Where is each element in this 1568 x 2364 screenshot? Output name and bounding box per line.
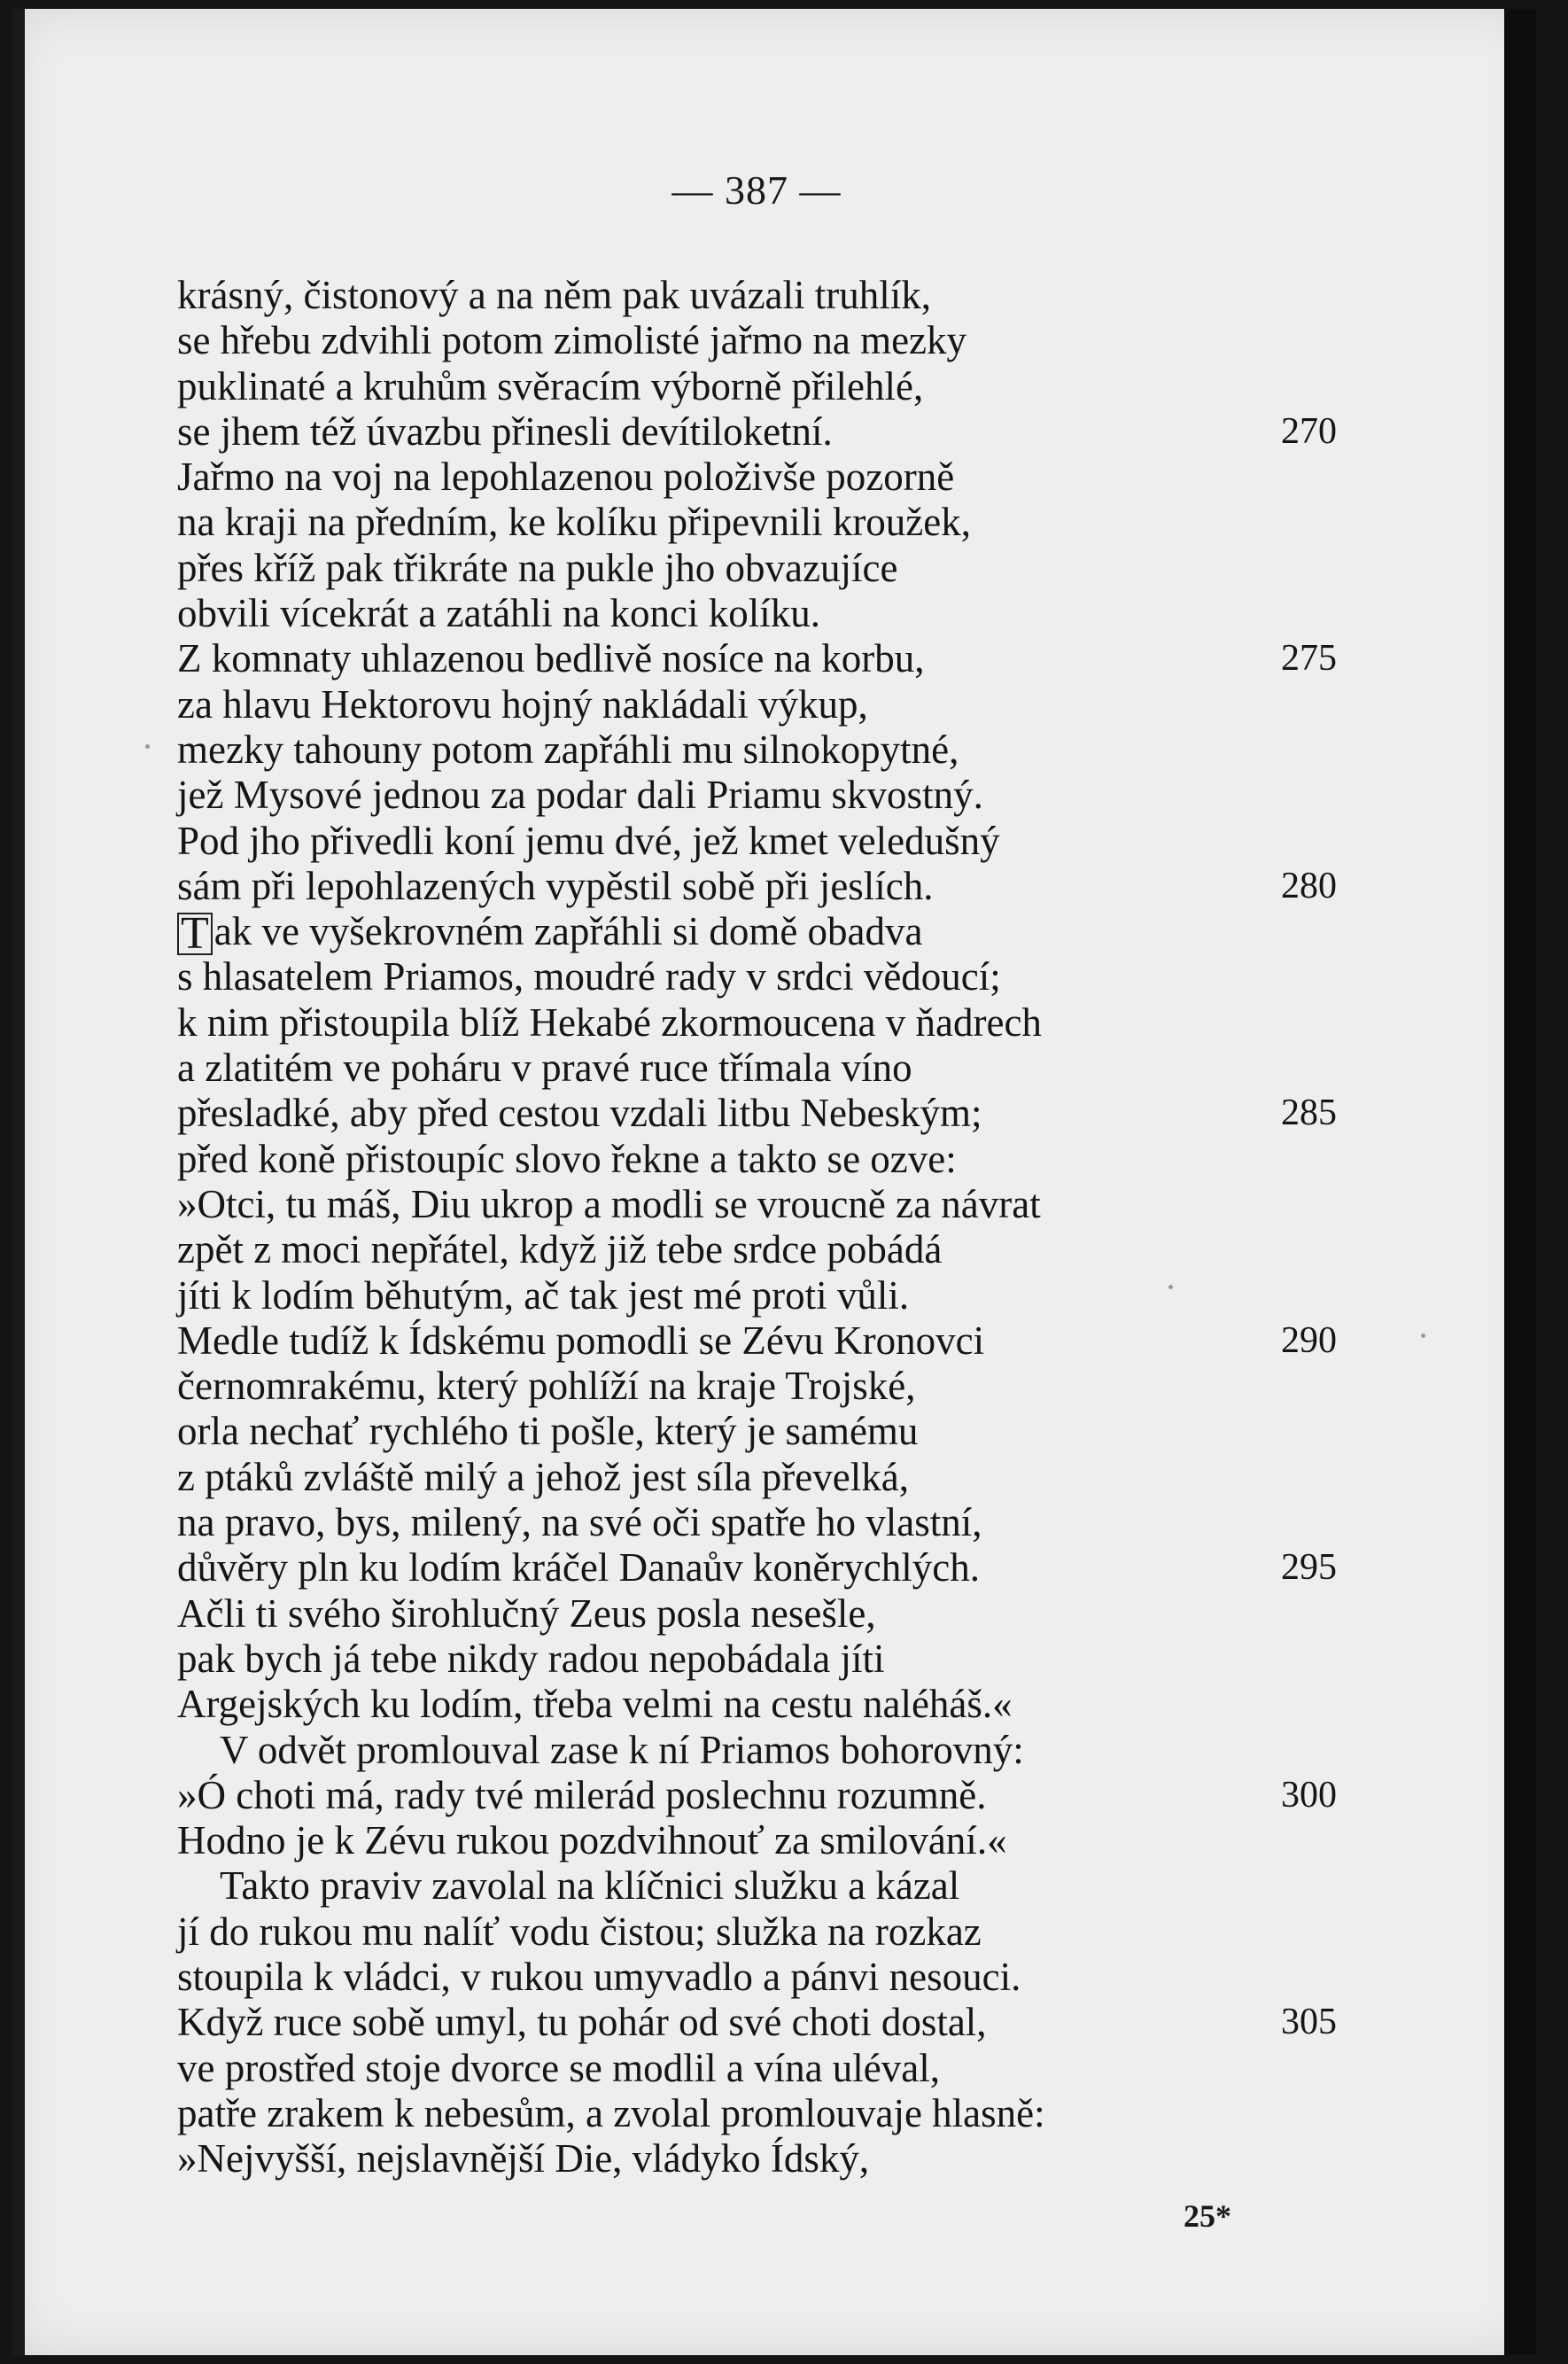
verse-text <box>177 1591 876 1637</box>
verse-text <box>177 500 971 545</box>
verse-text-body: a zlatitém ve poháru v pravé ruce třímala víno <box>177 1046 912 1091</box>
verse-line <box>177 1455 1285 1500</box>
verse-text-body: se hřebu zdvihli potom zimolisté jařmo na mezky <box>177 318 967 363</box>
verse-line <box>177 1637 1285 1682</box>
verse-text-body: jí do rukou mu nalíť vodu čistou; služka na rozkaz <box>177 1909 982 1954</box>
verse-line <box>177 773 1285 818</box>
verse-text-body: jíti k lodím běhutým, ač tak jest mé proti vůli. <box>177 1272 910 1318</box>
verse-text <box>177 1455 909 1500</box>
verse-text-body: na kraji na předním, ke kolíku připevnili kroužek, <box>177 500 972 545</box>
verse-line <box>177 546 1285 591</box>
verse-text <box>177 546 897 591</box>
verse-text <box>177 1500 982 1545</box>
verse-text-body: Pod jho přivedli koní jemu dvé, jež kmet veledušný <box>177 818 1000 863</box>
verse-text <box>177 864 934 909</box>
verse-text-body: Hodno je k Zévu rukou pozdvihnouť za smilování.« <box>177 1818 1007 1863</box>
verse-text-body: černomrakému, který pohlíží na kraje Trojské, <box>177 1364 916 1409</box>
verse-line <box>177 1772 1337 1818</box>
verse-text <box>177 455 954 500</box>
verse-text <box>177 2091 1045 2136</box>
verse-text-body: Medle tudíž k Ídskému pomodli se Zévu Kronovci <box>177 1318 985 1363</box>
verse-line <box>177 455 1285 500</box>
verse-line <box>177 2000 1337 2045</box>
verse-line <box>177 1955 1285 2000</box>
verse-line <box>177 636 1337 681</box>
drop-cap-letter: T <box>177 913 213 955</box>
verse-text <box>177 1818 1007 1863</box>
verse-text-body: ak ve vyšekrovném zapřáhli si domě obadva <box>213 909 923 954</box>
verse-text-body: Jařmo na voj na lepohlazenou položivše pozorně <box>177 455 955 500</box>
verse-line-number: 305 <box>1281 2002 1337 2043</box>
verse-text-body: Takto praviv zavolal na klíčnici služku a kázal <box>220 1863 960 1909</box>
verse-text <box>177 1773 986 1818</box>
verse-text-body: puklinaté a kruhům svěracím výborně přilehlé, <box>177 363 924 408</box>
verse-text <box>177 908 923 960</box>
verse-text <box>177 1227 942 1272</box>
verse-line <box>177 364 1285 409</box>
verse-text-body: před koně přistoupíc slovo řekne a takto se ozve: <box>177 1136 957 1181</box>
verse-line <box>177 318 1285 363</box>
verse-text-body: Když ruce sobě umyl, tu pohár od své choti dostal, <box>177 2000 987 2045</box>
verse-line <box>177 1500 1285 1545</box>
page-right-edge <box>1504 9 1536 2355</box>
verse-text-body: jež Mysové jednou za podar dali Priamu skvostný. <box>177 773 983 818</box>
verse-text <box>177 1046 912 1091</box>
verse-line-number: 275 <box>1281 638 1337 680</box>
verse-text-body: z ptáků zvláště milý a jehož jest síla převelká, <box>177 1454 909 1499</box>
verse-line <box>177 408 1337 455</box>
verse-line <box>177 908 1285 960</box>
verse-line <box>177 1137 1285 1182</box>
verse-text <box>177 773 983 818</box>
verse-text-body: »Nejvyšší, nejslavnější Die, vládyko Ídský, <box>177 2136 870 2181</box>
verse-text <box>177 1000 1042 1046</box>
verse-line-number: 270 <box>1281 410 1337 452</box>
verse-text-body: stoupila k vládci, v rukou umyvadlo a pánvi nesouci. <box>177 1954 1021 1999</box>
verse-line <box>177 1273 1285 1318</box>
verse-text-body: orla nechať rychlého ti pošle, který je samému <box>177 1409 919 1454</box>
verse-text <box>177 1682 1013 1727</box>
verse-line <box>177 727 1285 773</box>
verse-text-body: se jhem též úvazbu přinesli devítiloketní. <box>177 408 833 454</box>
verse-line <box>177 1545 1337 1590</box>
verse-text-body: sám při lepohlazených vypěstil sobě při jeslích. <box>177 863 934 908</box>
verse-text-body: Z komnaty uhlazenou bedlivě nosíce na korbu, <box>177 636 925 681</box>
verse-line <box>177 682 1285 727</box>
verse-text-body: »Otci, tu máš, Diu ukrop a modli se vroucně za návrat <box>177 1181 1041 1226</box>
verse-text <box>177 727 959 773</box>
verse-line <box>177 1863 1285 1909</box>
verse-block <box>177 273 1337 2181</box>
verse-text-body: ve prostřed stoje dvorce se modlil a vína uléval, <box>177 2045 940 2090</box>
verse-text <box>177 819 1000 864</box>
verse-text-body: Ačli ti svého širohlučný Zeus posla nesešle, <box>177 1590 876 1636</box>
verse-text <box>177 2046 940 2091</box>
verse-text-body: obvili vícekrát a zatáhli na konci kolíku. <box>177 591 821 636</box>
verse-text <box>177 1955 1021 2000</box>
verse-line-number: 300 <box>1281 1774 1337 1816</box>
verse-line-number: 290 <box>1281 1319 1337 1361</box>
verse-line-number: 280 <box>1281 865 1337 906</box>
verse-text <box>177 1273 909 1318</box>
verse-text-body: Argejských ku lodím, třeba velmi na cestu naléháš.« <box>177 1682 1013 1727</box>
verse-text-body: mezky tahouny potom zapřáhli mu silnokopytné, <box>177 727 959 772</box>
verse-text <box>177 364 923 409</box>
verse-line <box>177 1091 1337 1136</box>
verse-text-body: s hlasatelem Priamos, moudré rady v srdci vědoucí; <box>177 954 1001 999</box>
verse-text <box>177 409 833 455</box>
print-speck <box>1168 1285 1173 1289</box>
verse-line <box>177 1909 1285 1955</box>
verse-text <box>177 682 868 727</box>
verse-line <box>177 1227 1285 1272</box>
verse-line <box>177 1409 1285 1454</box>
verse-text <box>177 2136 869 2181</box>
verse-line <box>177 591 1285 636</box>
verse-line <box>177 1728 1285 1773</box>
book-page <box>12 9 1536 2355</box>
verse-line <box>177 1046 1285 1091</box>
verse-text <box>177 1728 1024 1773</box>
page-number-header: — 387 — <box>671 167 842 213</box>
verse-text-body: patře zrakem k nebesům, a zvolal promlouvaje hlasně: <box>177 2090 1045 2135</box>
verse-text <box>177 954 1001 999</box>
verse-text-body: důvěry pln ku lodím kráčel Danaův koněrychlých. <box>177 1545 980 1590</box>
verse-text <box>177 318 966 363</box>
verse-text <box>177 273 931 318</box>
verse-text <box>177 1909 982 1955</box>
verse-text <box>177 1137 957 1182</box>
verse-line <box>177 1182 1285 1227</box>
verse-line <box>177 2136 1285 2181</box>
verse-line-number: 285 <box>1281 1093 1337 1134</box>
verse-line <box>177 1000 1285 1046</box>
verse-line <box>177 2091 1285 2136</box>
verse-line <box>177 2046 1285 2091</box>
page-left-shadow <box>12 9 25 2355</box>
verse-text <box>177 1091 982 1136</box>
verse-text-body: pak bych já tebe nikdy radou nepobádala jíti <box>177 1636 885 1681</box>
verse-line <box>177 500 1285 545</box>
verse-text-body: přes kříž pak třikráte na pukle jho obvazujíce <box>177 545 898 590</box>
verse-line <box>177 1591 1285 1637</box>
print-speck <box>1421 1334 1425 1338</box>
signature-mark: 25* <box>1184 2198 1231 2234</box>
verse-text-body: »Ó choti má, rady tvé milerád poslechnu rozumně. <box>177 1772 987 1817</box>
verse-line <box>177 819 1285 864</box>
verse-line <box>177 273 1285 318</box>
print-speck <box>145 744 150 749</box>
verse-text-body: za hlavu Hektorovu hojný nakládali výkup, <box>177 681 868 727</box>
verse-text-body: k nim přistoupila blíž Hekabé zkormoucena v ňadrech <box>177 999 1042 1045</box>
verse-text-body: krásný, čistonový a na něm pak uvázali truhlík, <box>177 273 932 317</box>
verse-text-body: V odvět promlouval zase k ní Priamos bohorovný: <box>220 1727 1024 1772</box>
verse-text <box>177 2000 987 2045</box>
verse-text <box>177 1182 1041 1227</box>
verse-text <box>177 1318 984 1364</box>
verse-text <box>177 1409 918 1454</box>
verse-text <box>177 1863 959 1909</box>
verse-line <box>177 1364 1285 1409</box>
verse-text-body: zpět z moci nepřátel, když již tebe srdce pobádá <box>177 1227 943 1272</box>
verse-line <box>177 954 1285 999</box>
verse-line <box>177 1818 1285 1863</box>
verse-text <box>177 591 820 636</box>
verse-text <box>177 1637 885 1682</box>
verse-line <box>177 1318 1337 1364</box>
verse-line-number: 295 <box>1281 1547 1337 1589</box>
verse-text-body: přesladké, aby před cestou vzdali litbu Nebeským; <box>177 1091 982 1136</box>
verse-text <box>177 636 925 681</box>
verse-line <box>177 863 1337 909</box>
verse-line <box>177 1682 1285 1727</box>
verse-text <box>177 1364 916 1409</box>
verse-text-body: na pravo, bys, milený, na své oči spatře ho vlastní, <box>177 1500 982 1545</box>
verse-text <box>177 1545 980 1590</box>
